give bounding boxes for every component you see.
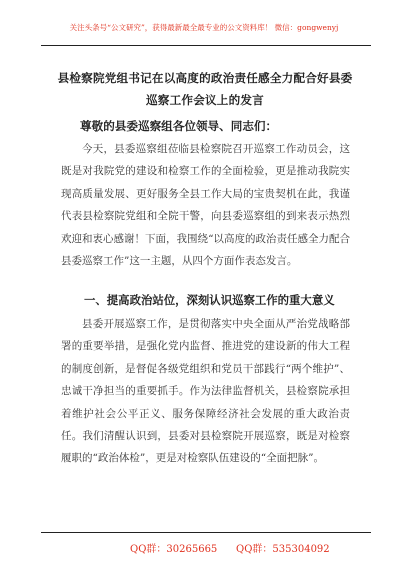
footer-qq-group-2: QQ群：535304092 <box>236 544 330 555</box>
body-paragraph-2: 县委开展巡察工作，是贯彻落实中央全面从严治党战略部署的重要举措，是强化党内监督、推进党的建设新的伟大工程的制度创新，是督促各级党组织和党员干部践行“两个维护”、忠诚干净担当的重要抓手。作为法律监督机关，县检察院承担着维护社会公平正义、服务保障经济社会发展的重大政治责任。我们清醒认识到，县委对县检察院开展巡察，既是对检察履职的“政治体检”，更是对检察队伍建设的“全面把脉”。 <box>61 318 350 465</box>
body-paragraph-1: 今天，县委巡察组莅临县检察院召开巡察工作动员会，这既是对我院党的建设和检察工作的全面检验，更是推动我院实现高质量发展、更好服务全县工作大局的宝贵契机在此，我谨代表县检察院党组和全院干警，向县委巡察组的到来表示热烈欢迎和衷心感谢！下面，我围绕“以高度的政治责任感全力配合县委巡察工作”这一主题，从四个方面作表态发言。 <box>61 143 350 268</box>
footer-divider <box>41 532 371 533</box>
section-heading-1: 一、提高政治站位，深刻认识巡察工作的重大意义 <box>84 293 335 307</box>
document-title-line-1: 县检察院党组书记在以高度的政治责任感全力配合好县委 <box>57 71 353 85</box>
header-divider <box>41 45 371 46</box>
document-title-line-2: 巡察工作会议上的发言 <box>146 93 264 107</box>
salutation: 尊敬的县委巡察组各位领导、同志们： <box>80 119 278 133</box>
header-promo-note: 关注头条号“公文研究”，获得最新最全最专业的公文资料库！ 微信：gongwenyj <box>69 23 339 32</box>
footer-qq-group-1: QQ群：30265665 <box>130 544 218 555</box>
